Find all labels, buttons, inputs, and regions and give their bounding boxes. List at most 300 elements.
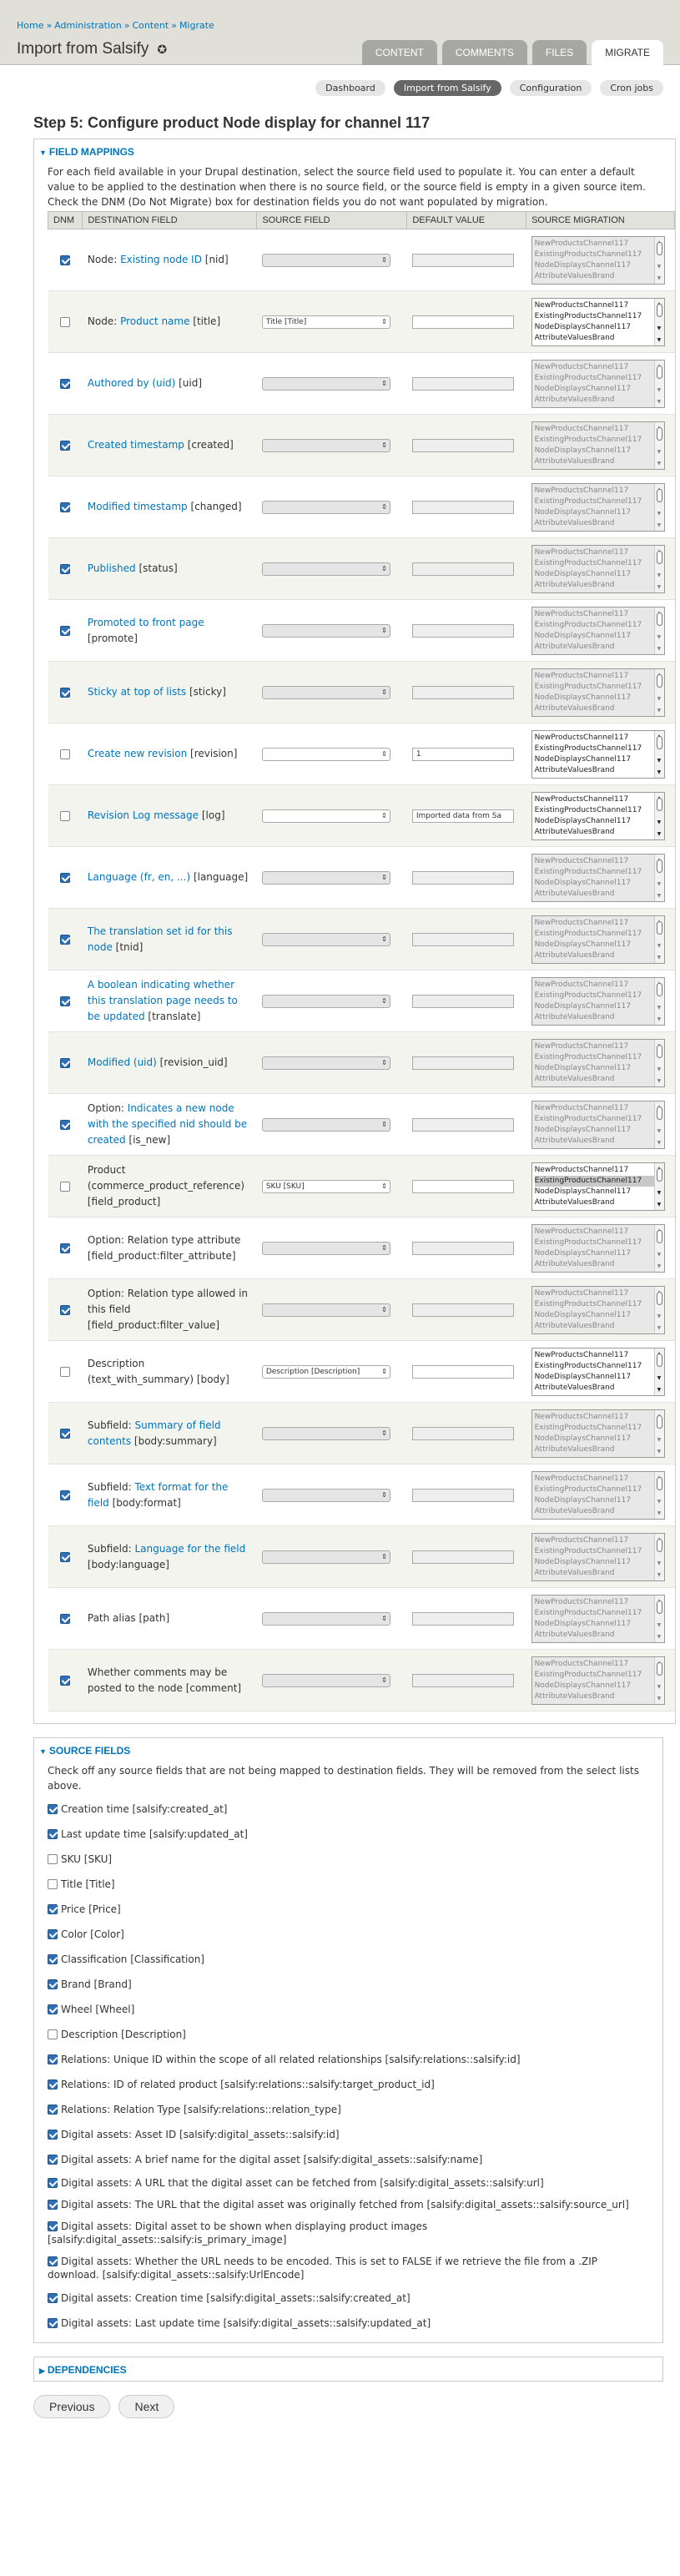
source-migration-listbox[interactable] — [531, 1595, 665, 1643]
source-migration-listbox[interactable] — [531, 1656, 665, 1705]
listbox-scrollbar[interactable] — [654, 1596, 664, 1642]
source-field-checkbox[interactable] — [48, 2318, 58, 2328]
source-field-item[interactable] — [34, 1822, 662, 1847]
listbox-option[interactable]: NewProductsChannel117 — [534, 486, 629, 495]
listbox-option[interactable]: NewProductsChannel117 — [534, 300, 629, 310]
default-value-input[interactable] — [412, 871, 514, 885]
destination-field-help-link[interactable]: Indicates a new node with the specified nid should be created — [87, 1102, 248, 1146]
listbox-option[interactable]: NodeDisplaysChannel117 — [534, 384, 632, 393]
listbox-option[interactable]: NewProductsChannel117 — [534, 362, 629, 371]
scroll-down-icon[interactable]: ▼ — [657, 1313, 662, 1319]
source-field-select[interactable] — [262, 1550, 390, 1564]
dnm-checkbox[interactable] — [60, 749, 70, 759]
listbox-option[interactable]: AttributeValuesBrand — [534, 1568, 615, 1577]
scroll-down-icon[interactable]: ▼ — [657, 1251, 662, 1258]
source-migration-listbox[interactable] — [531, 360, 665, 408]
scroll-down-icon[interactable]: ▼ — [657, 1324, 662, 1331]
listbox-option[interactable]: ExistingProductsChannel117 — [534, 620, 642, 629]
default-value-input[interactable] — [412, 254, 514, 267]
source-field-item[interactable] — [34, 1847, 662, 1872]
source-field-checkbox[interactable] — [48, 2293, 58, 2303]
scroll-thumb[interactable] — [657, 798, 662, 811]
listbox-option[interactable]: NodeDisplaysChannel117 — [534, 1248, 632, 1258]
destination-field-help-link[interactable]: Existing node ID — [120, 254, 202, 265]
scroll-thumb[interactable] — [657, 1415, 662, 1429]
listbox-option[interactable]: AttributeValuesBrand — [534, 1691, 615, 1701]
listbox-scrollbar[interactable] — [654, 1410, 664, 1457]
default-value-input[interactable] — [412, 315, 514, 329]
listbox-scrollbar[interactable] — [654, 978, 664, 1025]
listbox-option[interactable]: ExistingProductsChannel117 — [534, 497, 642, 506]
listbox-option[interactable]: ExistingProductsChannel117 — [534, 1423, 642, 1432]
listbox-option[interactable]: AttributeValuesBrand — [534, 1321, 615, 1330]
listbox-option[interactable]: AttributeValuesBrand — [534, 1259, 615, 1268]
source-field-checkbox[interactable] — [48, 2178, 58, 2188]
source-field-item[interactable] — [34, 2286, 662, 2311]
listbox-option[interactable]: NodeDisplaysChannel117 — [534, 754, 632, 764]
scroll-down-icon[interactable]: ▼ — [657, 942, 662, 949]
scroll-down-icon[interactable]: ▼ — [657, 583, 662, 590]
listbox-option[interactable]: NewProductsChannel117 — [534, 856, 629, 865]
scroll-down-icon[interactable]: ▼ — [657, 386, 662, 393]
source-field-select[interactable] — [262, 624, 390, 638]
listbox-option[interactable]: ExistingProductsChannel117 — [534, 1608, 642, 1617]
source-field-checkbox[interactable] — [48, 2256, 58, 2266]
source-field-item[interactable] — [34, 2194, 662, 2216]
source-field-select[interactable] — [262, 748, 390, 761]
scroll-down-icon[interactable]: ▼ — [657, 1077, 662, 1084]
default-value-input[interactable] — [412, 377, 514, 391]
source-field-checkbox[interactable] — [48, 1979, 58, 1989]
dnm-checkbox[interactable] — [60, 379, 70, 389]
listbox-scrollbar[interactable] — [654, 1534, 664, 1580]
breadcrumb-home[interactable]: Home — [17, 20, 44, 31]
listbox-option[interactable]: ExistingProductsChannel117 — [534, 744, 642, 753]
listbox-option[interactable]: NodeDisplaysChannel117 — [534, 1619, 632, 1628]
source-migration-listbox[interactable] — [531, 607, 665, 655]
listbox-scrollbar[interactable] — [654, 916, 664, 963]
dnm-checkbox[interactable] — [60, 1429, 70, 1439]
listbox-option[interactable]: NewProductsChannel117 — [534, 1041, 629, 1051]
default-value-input[interactable] — [412, 686, 514, 699]
listbox-option[interactable]: NewProductsChannel117 — [534, 1227, 629, 1236]
breadcrumb-migrate[interactable]: Migrate — [179, 20, 214, 31]
source-field-checkbox[interactable] — [48, 2054, 58, 2064]
destination-field-help-link[interactable]: Language (fr, en, ...) — [87, 871, 191, 883]
dnm-checkbox[interactable] — [60, 1614, 70, 1624]
scroll-down-icon[interactable]: ▼ — [657, 522, 662, 528]
dnm-checkbox[interactable] — [60, 502, 70, 512]
listbox-option[interactable]: NewProductsChannel117 — [534, 239, 629, 248]
listbox-option[interactable]: NewProductsChannel117 — [534, 918, 629, 927]
subtab-dashboard[interactable]: Dashboard — [315, 80, 385, 96]
tab-content[interactable]: CONTENT — [362, 40, 437, 65]
dnm-checkbox[interactable] — [60, 996, 70, 1006]
listbox-option[interactable]: NewProductsChannel117 — [534, 1165, 629, 1174]
source-migration-listbox[interactable] — [531, 977, 665, 1026]
listbox-option[interactable]: NewProductsChannel117 — [534, 1659, 629, 1668]
listbox-option[interactable]: AttributeValuesBrand — [534, 580, 615, 589]
source-fields-legend[interactable] — [34, 1738, 662, 1763]
source-field-item[interactable] — [34, 1872, 662, 1897]
default-value-input[interactable] — [412, 562, 514, 576]
source-field-item[interactable] — [34, 2216, 662, 2251]
default-value-input[interactable] — [412, 439, 514, 452]
source-field-item[interactable] — [34, 2097, 662, 2122]
source-field-item[interactable] — [34, 2251, 662, 2286]
listbox-option[interactable]: ExistingProductsChannel117 — [534, 805, 642, 814]
listbox-option[interactable]: NodeDisplaysChannel117 — [534, 1063, 632, 1072]
scroll-down-icon[interactable]: ▼ — [657, 1448, 662, 1454]
scroll-thumb[interactable] — [657, 1168, 662, 1182]
scroll-down-icon[interactable]: ▼ — [657, 398, 662, 405]
listbox-option[interactable]: NodeDisplaysChannel117 — [534, 940, 632, 949]
source-field-select[interactable] — [262, 1489, 390, 1502]
scroll-down-icon[interactable]: ▼ — [657, 1633, 662, 1640]
listbox-option[interactable]: NodeDisplaysChannel117 — [534, 1557, 632, 1566]
default-value-input[interactable] — [412, 1180, 514, 1193]
destination-field-help-link[interactable]: Modified (uid) — [87, 1056, 157, 1068]
listbox-option[interactable]: AttributeValuesBrand — [534, 333, 615, 342]
subtab-configuration[interactable]: Configuration — [510, 80, 592, 96]
listbox-option[interactable]: ExistingProductsChannel117 — [534, 682, 642, 691]
source-field-item[interactable] — [34, 2047, 662, 2072]
scroll-down-icon[interactable]: ▼ — [657, 460, 662, 466]
source-field-checkbox[interactable] — [48, 1954, 58, 1964]
source-field-select[interactable] — [262, 439, 390, 452]
scroll-down-icon[interactable]: ▼ — [657, 448, 662, 455]
source-field-item[interactable] — [34, 1797, 662, 1822]
scroll-down-icon[interactable]: ▼ — [657, 336, 662, 343]
listbox-option[interactable]: NodeDisplaysChannel117 — [534, 1372, 632, 1381]
dnm-checkbox[interactable] — [60, 935, 70, 945]
scroll-down-icon[interactable]: ▼ — [657, 572, 662, 578]
listbox-scrollbar[interactable] — [654, 360, 664, 407]
scroll-down-icon[interactable]: ▼ — [657, 1004, 662, 1011]
dnm-checkbox[interactable] — [60, 1676, 70, 1686]
source-field-item[interactable] — [34, 1922, 662, 1947]
scroll-down-icon[interactable]: ▼ — [657, 1139, 662, 1146]
listbox-option[interactable]: ExistingProductsChannel117 — [534, 1114, 642, 1123]
dnm-checkbox[interactable] — [60, 873, 70, 883]
dnm-checkbox[interactable] — [60, 1552, 70, 1562]
listbox-option[interactable]: ExistingProductsChannel117 — [534, 250, 642, 259]
listbox-scrollbar[interactable] — [654, 1472, 664, 1519]
listbox-option[interactable]: NodeDisplaysChannel117 — [534, 260, 632, 270]
listbox-option[interactable]: AttributeValuesBrand — [534, 1506, 615, 1515]
scroll-thumb[interactable] — [657, 1045, 662, 1058]
scroll-down-icon[interactable]: ▼ — [657, 954, 662, 960]
listbox-option[interactable]: NodeDisplaysChannel117 — [534, 1434, 632, 1443]
scroll-thumb[interactable] — [657, 860, 662, 873]
source-field-checkbox[interactable] — [48, 1829, 58, 1839]
listbox-option[interactable]: NodeDisplaysChannel117 — [534, 631, 632, 640]
destination-field-help-link[interactable]: Sticky at top of lists — [87, 686, 187, 698]
listbox-option[interactable]: NewProductsChannel117 — [534, 1288, 629, 1298]
source-field-select[interactable] — [262, 871, 390, 885]
dnm-checkbox[interactable] — [60, 1305, 70, 1315]
listbox-option[interactable]: NodeDisplaysChannel117 — [534, 878, 632, 887]
listbox-option[interactable]: NewProductsChannel117 — [534, 1412, 629, 1421]
scroll-down-icon[interactable]: ▼ — [657, 1066, 662, 1072]
scroll-thumb[interactable] — [657, 1354, 662, 1367]
scroll-down-icon[interactable]: ▼ — [657, 819, 662, 825]
dnm-checkbox[interactable] — [60, 811, 70, 821]
default-value-input[interactable] — [412, 933, 514, 946]
default-value-input[interactable] — [412, 501, 514, 514]
listbox-option[interactable]: AttributeValuesBrand — [534, 1197, 615, 1207]
scroll-thumb[interactable] — [657, 736, 662, 749]
source-migration-listbox[interactable] — [531, 1533, 665, 1581]
source-field-select[interactable] — [262, 1180, 390, 1193]
source-field-checkbox[interactable] — [48, 2079, 58, 2090]
scroll-down-icon[interactable]: ▼ — [657, 510, 662, 517]
source-field-checkbox[interactable] — [48, 1804, 58, 1814]
source-migration-listbox[interactable] — [531, 545, 665, 593]
source-field-checkbox[interactable] — [48, 2029, 58, 2039]
scroll-thumb[interactable] — [657, 365, 662, 379]
source-migration-listbox[interactable] — [531, 915, 665, 964]
default-value-input[interactable] — [412, 1242, 514, 1255]
scroll-thumb[interactable] — [657, 551, 662, 564]
listbox-option[interactable]: AttributeValuesBrand — [534, 1136, 615, 1145]
destination-field-help-link[interactable]: The translation set id for this node — [87, 925, 233, 953]
listbox-option[interactable]: NewProductsChannel117 — [534, 1350, 629, 1359]
listbox-option[interactable]: NodeDisplaysChannel117 — [534, 1495, 632, 1505]
source-field-select[interactable] — [262, 562, 390, 576]
source-migration-listbox[interactable] — [531, 1039, 665, 1087]
listbox-scrollbar[interactable] — [654, 1657, 664, 1704]
listbox-option[interactable]: NodeDisplaysChannel117 — [534, 446, 632, 455]
source-field-checkbox[interactable] — [48, 2200, 58, 2210]
scroll-thumb[interactable] — [657, 1477, 662, 1490]
listbox-scrollbar[interactable] — [654, 669, 664, 716]
source-field-select[interactable] — [262, 995, 390, 1008]
destination-field-help-link[interactable]: Summary of field contents — [87, 1419, 221, 1447]
scroll-down-icon[interactable]: ▼ — [657, 645, 662, 652]
listbox-option[interactable]: NodeDisplaysChannel117 — [534, 1125, 632, 1134]
listbox-scrollbar[interactable] — [654, 237, 664, 284]
scroll-thumb[interactable] — [657, 1230, 662, 1243]
destination-field-help-link[interactable]: A boolean indicating whether this translation page needs to be updated — [87, 979, 238, 1022]
listbox-option[interactable]: NodeDisplaysChannel117 — [534, 1187, 632, 1196]
source-field-checkbox[interactable] — [48, 1854, 58, 1864]
source-field-select[interactable] — [262, 1242, 390, 1255]
dnm-checkbox[interactable] — [60, 1182, 70, 1192]
source-field-select[interactable] — [262, 809, 390, 823]
default-value-input[interactable] — [412, 1056, 514, 1070]
listbox-option[interactable]: AttributeValuesBrand — [534, 703, 615, 713]
source-field-checkbox[interactable] — [48, 1879, 58, 1889]
listbox-option[interactable]: NewProductsChannel117 — [534, 424, 629, 433]
listbox-option[interactable]: NewProductsChannel117 — [534, 547, 629, 557]
scroll-down-icon[interactable]: ▼ — [657, 1683, 662, 1690]
listbox-option[interactable]: ExistingProductsChannel117 — [534, 435, 642, 444]
default-value-input[interactable] — [412, 1427, 514, 1440]
breadcrumb-administration[interactable]: Administration — [54, 20, 122, 31]
listbox-scrollbar[interactable] — [654, 607, 664, 654]
destination-field-help-link[interactable]: Created timestamp — [87, 439, 184, 451]
source-field-item[interactable] — [34, 2172, 662, 2194]
field-mappings-legend[interactable] — [34, 139, 675, 164]
default-value-input[interactable] — [412, 1612, 514, 1626]
listbox-option[interactable]: NodeDisplaysChannel117 — [534, 569, 632, 578]
listbox-option[interactable]: NewProductsChannel117 — [534, 1103, 629, 1112]
source-migration-listbox[interactable] — [531, 1101, 665, 1149]
source-field-item[interactable] — [34, 2072, 662, 2097]
scroll-thumb[interactable] — [657, 304, 662, 317]
source-field-item[interactable] — [34, 2147, 662, 2172]
breadcrumb-content[interactable]: Content — [132, 20, 169, 31]
source-migration-listbox[interactable] — [531, 1471, 665, 1520]
scroll-down-icon[interactable]: ▼ — [657, 707, 662, 713]
listbox-option[interactable]: NodeDisplaysChannel117 — [534, 693, 632, 702]
scroll-thumb[interactable] — [657, 1292, 662, 1305]
source-migration-listbox[interactable] — [531, 483, 665, 532]
destination-field-help-link[interactable]: Create new revision — [87, 748, 188, 759]
listbox-option[interactable]: NewProductsChannel117 — [534, 1535, 629, 1545]
dnm-checkbox[interactable] — [60, 1367, 70, 1377]
listbox-option[interactable]: AttributeValuesBrand — [534, 1630, 615, 1639]
source-field-checkbox[interactable] — [48, 2004, 58, 2014]
source-field-item[interactable] — [34, 1897, 662, 1922]
source-migration-listbox[interactable] — [531, 1348, 665, 1396]
listbox-option[interactable]: ExistingProductsChannel117 — [535, 1176, 662, 1187]
listbox-option[interactable]: AttributeValuesBrand — [534, 642, 615, 651]
source-field-select[interactable] — [262, 1056, 390, 1070]
listbox-scrollbar[interactable] — [654, 1287, 664, 1333]
listbox-option[interactable]: NodeDisplaysChannel117 — [534, 1001, 632, 1011]
scroll-thumb[interactable] — [657, 674, 662, 688]
scroll-down-icon[interactable]: ▼ — [657, 1189, 662, 1196]
listbox-option[interactable]: NodeDisplaysChannel117 — [534, 322, 632, 331]
scroll-down-icon[interactable]: ▼ — [657, 1436, 662, 1443]
source-field-checkbox[interactable] — [48, 2221, 58, 2231]
source-field-select[interactable] — [262, 1118, 390, 1132]
source-migration-listbox[interactable] — [531, 1224, 665, 1273]
scroll-down-icon[interactable]: ▼ — [657, 325, 662, 331]
dnm-checkbox[interactable] — [60, 317, 70, 327]
scroll-thumb[interactable] — [657, 1539, 662, 1552]
source-field-checkbox[interactable] — [48, 2130, 58, 2140]
scroll-down-icon[interactable]: ▼ — [657, 633, 662, 640]
default-value-input[interactable] — [412, 1674, 514, 1687]
subtab-import-from-salsify[interactable]: Import from Salsify — [394, 80, 501, 96]
source-field-select[interactable] — [262, 501, 390, 514]
scroll-down-icon[interactable]: ▼ — [657, 769, 662, 775]
dnm-checkbox[interactable] — [60, 688, 70, 698]
scroll-down-icon[interactable]: ▼ — [657, 1560, 662, 1566]
scroll-down-icon[interactable]: ▼ — [657, 1127, 662, 1134]
source-field-select[interactable] — [262, 377, 390, 391]
source-migration-listbox[interactable] — [531, 298, 665, 346]
destination-field-help-link[interactable]: Language for the field — [134, 1542, 246, 1555]
listbox-option[interactable]: NewProductsChannel117 — [534, 980, 629, 989]
source-migration-listbox[interactable] — [531, 730, 665, 779]
default-value-input[interactable] — [412, 1550, 514, 1564]
tab-comments[interactable]: COMMENTS — [442, 40, 527, 65]
source-field-select[interactable] — [262, 254, 390, 267]
dnm-checkbox[interactable] — [60, 441, 70, 451]
listbox-option[interactable]: ExistingProductsChannel117 — [534, 1238, 642, 1247]
source-field-select[interactable] — [262, 1303, 390, 1317]
listbox-option[interactable]: AttributeValuesBrand — [534, 1074, 615, 1083]
listbox-option[interactable]: ExistingProductsChannel117 — [534, 929, 642, 938]
default-value-input[interactable]: 1 — [412, 748, 514, 761]
scroll-down-icon[interactable]: ▼ — [657, 1016, 662, 1022]
scroll-down-icon[interactable]: ▼ — [657, 1374, 662, 1381]
listbox-option[interactable]: ExistingProductsChannel117 — [534, 1299, 642, 1308]
source-migration-listbox[interactable] — [531, 1162, 665, 1211]
destination-field-help-link[interactable]: Revision Log message — [87, 809, 199, 821]
listbox-option[interactable]: AttributeValuesBrand — [534, 1383, 615, 1392]
listbox-option[interactable]: ExistingProductsChannel117 — [534, 1052, 642, 1061]
source-migration-listbox[interactable] — [531, 854, 665, 902]
listbox-option[interactable]: AttributeValuesBrand — [534, 1444, 615, 1454]
default-value-input[interactable] — [412, 1365, 514, 1379]
listbox-option[interactable]: AttributeValuesBrand — [534, 456, 615, 466]
listbox-option[interactable]: NodeDisplaysChannel117 — [534, 1310, 632, 1319]
scroll-down-icon[interactable]: ▼ — [657, 757, 662, 764]
source-field-item[interactable] — [34, 2022, 662, 2047]
source-field-select[interactable] — [262, 686, 390, 699]
source-field-item[interactable] — [34, 1972, 662, 1997]
scroll-thumb[interactable] — [657, 1662, 662, 1676]
dnm-checkbox[interactable] — [60, 626, 70, 636]
scroll-down-icon[interactable]: ▼ — [657, 1510, 662, 1516]
subtab-cron-jobs[interactable]: Cron jobs — [600, 80, 663, 96]
source-field-item[interactable] — [34, 2122, 662, 2147]
scroll-down-icon[interactable]: ▼ — [657, 1695, 662, 1701]
destination-field-help-link[interactable]: Promoted to front page — [87, 616, 204, 628]
listbox-scrollbar[interactable] — [654, 484, 664, 531]
listbox-option[interactable]: AttributeValuesBrand — [534, 889, 615, 898]
source-field-item[interactable] — [34, 1947, 662, 1972]
listbox-option[interactable]: AttributeValuesBrand — [534, 950, 615, 960]
shortcut-star-icon[interactable]: ✪ — [157, 43, 168, 56]
scroll-down-icon[interactable]: ▼ — [657, 1201, 662, 1207]
dnm-checkbox[interactable] — [60, 1243, 70, 1253]
listbox-option[interactable]: ExistingProductsChannel117 — [534, 558, 642, 567]
dnm-checkbox[interactable] — [60, 1490, 70, 1500]
listbox-option[interactable]: AttributeValuesBrand — [534, 1012, 615, 1021]
scroll-down-icon[interactable]: ▼ — [657, 695, 662, 702]
source-field-item[interactable] — [34, 2311, 662, 2336]
source-migration-listbox[interactable] — [531, 421, 665, 470]
source-field-select[interactable] — [262, 1427, 390, 1440]
source-field-checkbox[interactable] — [48, 2105, 58, 2115]
listbox-option[interactable]: ExistingProductsChannel117 — [534, 373, 642, 382]
listbox-option[interactable]: ExistingProductsChannel117 — [534, 311, 642, 320]
listbox-option[interactable]: AttributeValuesBrand — [534, 271, 615, 280]
source-field-select[interactable] — [262, 1674, 390, 1687]
default-value-input[interactable] — [412, 995, 514, 1008]
listbox-option[interactable]: AttributeValuesBrand — [534, 395, 615, 404]
default-value-input[interactable] — [412, 1303, 514, 1317]
source-migration-listbox[interactable] — [531, 792, 665, 840]
dnm-checkbox[interactable] — [60, 255, 70, 265]
listbox-option[interactable]: NodeDisplaysChannel117 — [534, 816, 632, 825]
source-field-select[interactable] — [262, 1612, 390, 1626]
default-value-input[interactable] — [412, 1489, 514, 1502]
default-value-input[interactable]: Imported data from Sa — [412, 809, 514, 823]
source-field-checkbox[interactable] — [48, 1929, 58, 1939]
source-migration-listbox[interactable] — [531, 668, 665, 717]
scroll-thumb[interactable] — [657, 242, 662, 255]
scroll-down-icon[interactable]: ▼ — [657, 1263, 662, 1269]
dnm-checkbox[interactable] — [60, 564, 70, 574]
dnm-checkbox[interactable] — [60, 1120, 70, 1130]
